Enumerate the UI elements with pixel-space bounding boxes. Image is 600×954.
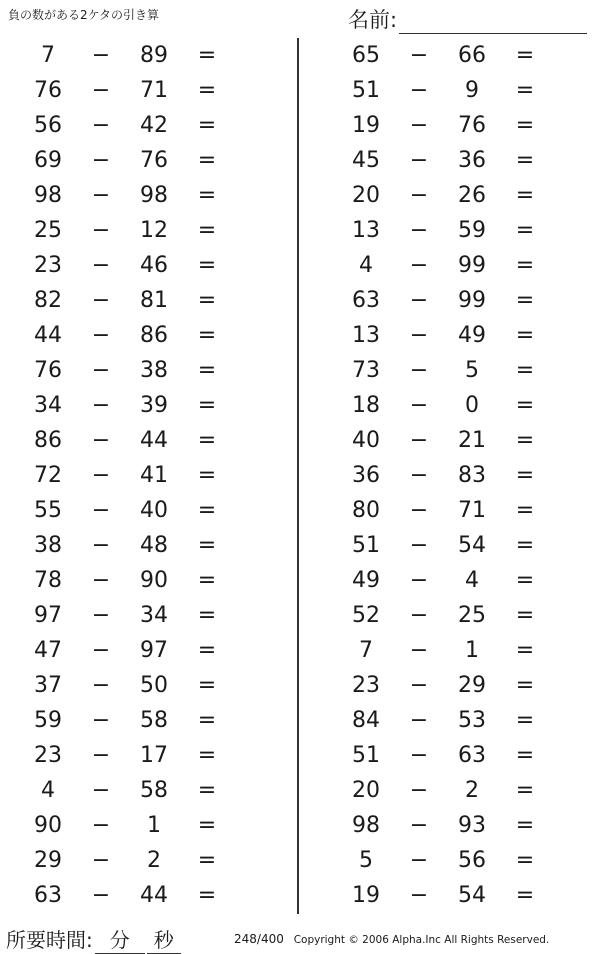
footer-meta [234,932,549,946]
equals-sign: = [197,463,217,488]
equals-sign: = [515,253,535,278]
subtrahend: 83 [458,463,486,488]
problem-row [318,213,600,248]
equals-sign: = [197,743,217,768]
problem-row [0,248,300,283]
minus-sign: − [91,813,111,838]
problem-row [318,73,600,108]
equals-sign: = [197,218,217,243]
subtrahend: 1 [465,638,479,663]
minuend: 82 [34,288,62,313]
minus-sign: − [409,778,429,803]
subtrahend: 1 [147,813,161,838]
minuend: 37 [34,673,62,698]
equals-sign: = [197,708,217,733]
minus-sign: − [409,393,429,418]
problem-row [0,73,300,108]
equals-sign: = [515,813,535,838]
minuend: 36 [352,463,380,488]
subtrahend: 44 [140,883,168,908]
minus-sign: − [91,148,111,173]
subtrahend: 99 [458,253,486,278]
subtrahend: 81 [140,288,168,313]
minuend: 20 [352,183,380,208]
problem-row [0,878,300,913]
equals-sign: = [197,848,217,873]
equals-sign: = [515,883,535,908]
minuend: 47 [34,638,62,663]
equals-sign: = [515,603,535,628]
problem-row [318,458,600,493]
problem-row [318,493,600,528]
minuend: 4 [359,253,373,278]
equals-sign: = [515,778,535,803]
minuend: 29 [34,848,62,873]
minuend: 52 [352,603,380,628]
equals-sign: = [197,113,217,138]
problem-row [318,108,600,143]
problem-row [0,528,300,563]
problem-row [0,668,300,703]
subtrahend: 36 [458,148,486,173]
minus-sign: − [409,113,429,138]
subtrahend: 42 [140,113,168,138]
minus-sign: − [91,883,111,908]
subtrahend: 76 [140,148,168,173]
minus-sign: − [91,463,111,488]
subtrahend: 58 [140,708,168,733]
subtrahend: 5 [465,358,479,383]
equals-sign: = [197,498,217,523]
minuend: 76 [34,78,62,103]
minus-sign: − [409,813,429,838]
subtrahend: 17 [140,743,168,768]
minus-sign: − [409,358,429,383]
name-blank-line[interactable] [399,11,587,34]
minuend: 97 [34,603,62,628]
problem-row [0,318,300,353]
problem-row [0,353,300,388]
equals-sign: = [515,183,535,208]
equals-sign: = [197,603,217,628]
problem-column-left [0,38,300,913]
problem-row [0,738,300,773]
minus-sign: − [409,638,429,663]
equals-sign: = [197,43,217,68]
minuend: 7 [359,638,373,663]
minus-sign: − [409,183,429,208]
minus-sign: − [91,603,111,628]
minus-sign: − [409,708,429,733]
equals-sign: = [515,218,535,243]
equals-sign: = [197,148,217,173]
equals-sign: = [515,743,535,768]
minuend: 34 [34,393,62,418]
subtrahend: 66 [458,43,486,68]
minus-sign: − [409,533,429,558]
problem-row [0,773,300,808]
problem-row [0,108,300,143]
minuend: 72 [34,463,62,488]
minus-sign: − [91,743,111,768]
problem-row [0,563,300,598]
minus-sign: − [409,603,429,628]
minus-sign: − [409,253,429,278]
minus-sign: − [91,218,111,243]
equals-sign: = [515,288,535,313]
problem-row [318,808,600,843]
minuend: 98 [352,813,380,838]
minuend: 45 [352,148,380,173]
equals-sign: = [197,638,217,663]
minus-sign: − [409,848,429,873]
equals-sign: = [197,253,217,278]
minus-sign: − [409,323,429,348]
equals-sign: = [197,883,217,908]
equals-sign: = [515,43,535,68]
minuend: 23 [34,253,62,278]
minuend: 56 [34,113,62,138]
minus-sign: − [91,323,111,348]
problem-row [0,38,300,73]
equals-sign: = [197,78,217,103]
minuend: 51 [352,78,380,103]
subtrahend: 63 [458,743,486,768]
minus-sign: − [409,78,429,103]
minuend: 84 [352,708,380,733]
minuend: 73 [352,358,380,383]
minuend: 20 [352,778,380,803]
minus-sign: − [409,568,429,593]
minuend: 80 [352,498,380,523]
minuend: 51 [352,533,380,558]
equals-sign: = [197,778,217,803]
seconds-unit: 秒 [153,928,174,952]
name-field [348,4,587,34]
minutes-blank[interactable] [95,924,145,954]
subtrahend: 44 [140,428,168,453]
minuend: 55 [34,498,62,523]
problem-row [0,458,300,493]
minus-sign: − [409,288,429,313]
minus-sign: − [91,673,111,698]
minuend: 44 [34,323,62,348]
problem-row [318,878,600,913]
minuend: 19 [352,883,380,908]
subtrahend: 29 [458,673,486,698]
minus-sign: − [91,183,111,208]
equals-sign: = [197,393,217,418]
subtrahend: 90 [140,568,168,593]
minus-sign: − [409,43,429,68]
minuend: 7 [41,43,55,68]
subtrahend: 48 [140,533,168,558]
problem-row [0,178,300,213]
minus-sign: − [91,778,111,803]
minuend: 49 [352,568,380,593]
subtrahend: 39 [140,393,168,418]
minus-sign: − [409,463,429,488]
minus-sign: − [91,78,111,103]
minuend: 63 [34,883,62,908]
equals-sign: = [197,428,217,453]
minus-sign: − [409,218,429,243]
problem-row [318,353,600,388]
problem-column-right [318,38,600,913]
equals-sign: = [515,533,535,558]
subtrahend: 93 [458,813,486,838]
equals-sign: = [515,463,535,488]
minus-sign: − [91,253,111,278]
minuend: 90 [34,813,62,838]
equals-sign: = [197,183,217,208]
problem-row [0,423,300,458]
problem-row [0,143,300,178]
copyright: Copyright © 2006 Alpha.Inc All Rights Reserved. [293,934,550,946]
problem-row [318,843,600,878]
equals-sign: = [515,568,535,593]
minutes-unit: 分 [109,928,130,952]
minuend: 65 [352,43,380,68]
subtrahend: 54 [458,533,486,558]
subtrahend: 2 [147,848,161,873]
time-taken [6,924,181,954]
minus-sign: − [409,498,429,523]
minuend: 13 [352,323,380,348]
subtrahend: 58 [140,778,168,803]
name-label: 名前: [348,8,398,32]
subtrahend: 4 [465,568,479,593]
problem-row [0,283,300,318]
minuend: 78 [34,568,62,593]
minus-sign: − [91,708,111,733]
equals-sign: = [515,78,535,103]
subtrahend: 56 [458,848,486,873]
problem-row [318,633,600,668]
subtrahend: 99 [458,288,486,313]
minuend: 98 [34,183,62,208]
minuend: 18 [352,393,380,418]
subtrahend: 9 [465,78,479,103]
subtrahend: 0 [465,393,479,418]
subtrahend: 2 [465,778,479,803]
subtrahend: 46 [140,253,168,278]
problem-row [318,38,600,73]
minus-sign: − [409,883,429,908]
minus-sign: − [409,743,429,768]
problem-row [318,388,600,423]
equals-sign: = [197,358,217,383]
subtrahend: 21 [458,428,486,453]
equals-sign: = [197,323,217,348]
problem-row [0,213,300,248]
problem-row [318,668,600,703]
subtrahend: 97 [140,638,168,663]
problem-row [318,423,600,458]
subtrahend: 34 [140,603,168,628]
minuend: 5 [359,848,373,873]
subtrahend: 71 [140,78,168,103]
minus-sign: − [91,288,111,313]
problem-row [318,598,600,633]
subtrahend: 40 [140,498,168,523]
minus-sign: − [409,148,429,173]
minuend: 40 [352,428,380,453]
minus-sign: − [91,43,111,68]
minuend: 23 [34,743,62,768]
problem-row [318,143,600,178]
minus-sign: − [91,358,111,383]
equals-sign: = [197,673,217,698]
problem-row [318,528,600,563]
equals-sign: = [515,113,535,138]
problem-row [0,843,300,878]
equals-sign: = [197,288,217,313]
minuend: 23 [352,673,380,698]
page-number: 248/400 [234,932,284,946]
problem-row [0,703,300,738]
problem-row [318,178,600,213]
equals-sign: = [515,393,535,418]
equals-sign: = [515,708,535,733]
problem-row [318,703,600,738]
subtrahend: 86 [140,323,168,348]
problem-row [0,808,300,843]
subtrahend: 41 [140,463,168,488]
subtrahend: 49 [458,323,486,348]
problem-row [0,388,300,423]
minuend: 25 [34,218,62,243]
minus-sign: − [91,533,111,558]
subtrahend: 12 [140,218,168,243]
minus-sign: − [91,498,111,523]
minus-sign: − [91,113,111,138]
equals-sign: = [515,428,535,453]
minus-sign: − [91,428,111,453]
minus-sign: − [91,393,111,418]
minuend: 38 [34,533,62,558]
minuend: 13 [352,218,380,243]
problem-row [0,633,300,668]
equals-sign: = [197,568,217,593]
seconds-blank[interactable] [147,924,181,954]
subtrahend: 76 [458,113,486,138]
subtrahend: 89 [140,43,168,68]
problem-row [318,563,600,598]
problem-row [318,738,600,773]
subtrahend: 38 [140,358,168,383]
minus-sign: − [409,428,429,453]
equals-sign: = [515,848,535,873]
equals-sign: = [197,533,217,558]
minuend: 76 [34,358,62,383]
minuend: 63 [352,288,380,313]
minuend: 69 [34,148,62,173]
minus-sign: − [91,848,111,873]
minuend: 19 [352,113,380,138]
subtrahend: 26 [458,183,486,208]
equals-sign: = [515,498,535,523]
worksheet-title: 負の数がある2ケタの引き算 [8,8,160,22]
equals-sign: = [515,673,535,698]
equals-sign: = [515,358,535,383]
minus-sign: − [91,638,111,663]
minus-sign: − [409,673,429,698]
minus-sign: − [91,568,111,593]
problem-row [0,598,300,633]
equals-sign: = [515,638,535,663]
subtrahend: 59 [458,218,486,243]
equals-sign: = [515,148,535,173]
subtrahend: 50 [140,673,168,698]
problem-row [0,493,300,528]
subtrahend: 71 [458,498,486,523]
problem-row [318,318,600,353]
equals-sign: = [515,323,535,348]
minuend: 51 [352,743,380,768]
time-label: 所要時間: [6,928,93,952]
minuend: 4 [41,778,55,803]
problem-row [318,283,600,318]
subtrahend: 25 [458,603,486,628]
subtrahend: 54 [458,883,486,908]
subtrahend: 98 [140,183,168,208]
minuend: 59 [34,708,62,733]
subtrahend: 53 [458,708,486,733]
problem-row [318,248,600,283]
problem-row [318,773,600,808]
equals-sign: = [197,813,217,838]
minuend: 86 [34,428,62,453]
